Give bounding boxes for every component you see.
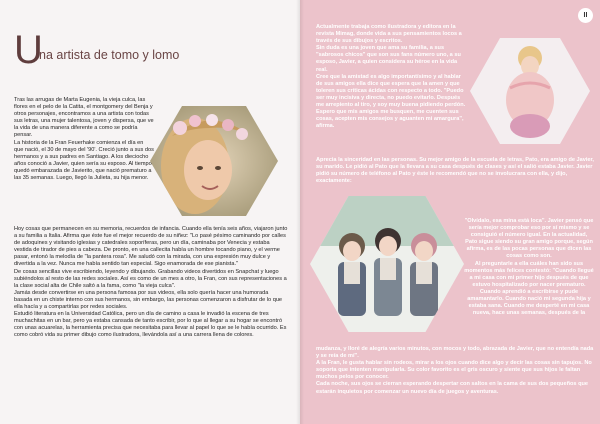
page-gutter (296, 0, 304, 424)
paragraph: Sin duda es una joven que ama su familia, a sus "sabrosos chicos" que son sus fans número uno, a su esposo, Javier, a quien considera su héroe en la vida real. (316, 45, 461, 73)
paragraph: "Olvídalo, esa mina está loca". Javier pensó que sería mejor comprobar eso por sí mismo y se consiguió el número igual. En la actualidad, Pato sigue siendo su gran amigo porque, según afirma, es de las pocas personas que dicen las cosas como son. (464, 218, 594, 260)
paragraph: De cosas sencillas vive escribiendo, leyendo y dibujando. Grabando videos divertidos en Snapchat y luego subiéndolos al resto de las redes sociales. Así es como de un mes a otro, la Fran, con sus representaciones a la clase social alta de Chile saltó a la fama, como "la vieja culca". (14, 268, 287, 289)
paragraph: Cada noche, sus ojos se cierran esperando despertar con saltos en la cama de sus dos pequeños que estarán inquietos por comenzar un nuevo día de juegos y aventuras. (316, 381, 589, 395)
left-text-body (14, 226, 288, 340)
page-number-badge: II (578, 8, 593, 23)
right-text-bottom (316, 346, 594, 396)
paragraph: Al preguntarle a ella cuáles han sido sus momentos más felices contestó: "Cuando llegué a mi casa con mi primer hijo después de que estuvo hospitalizado por nacer prematuro. Cuando aprendió a escribirse y pude amamantarlo. Cuando nació mi segunda hija y estaba sana. Cuando me desperté en mi casa nueva, hace unas semanas, después de la (464, 260, 594, 317)
paragraph: A la Fran, le gusta hablar sin rodeos, mirar a los ojos cuando dice algo y decir las cosas sin tapujos. No soporta que intenten manipularla. Su color favorito es el gris oscuro y siente que sus hijos le faltan muchos pelos por conocer. (316, 360, 592, 381)
title-text: na artista de tomo y lomo (39, 48, 180, 62)
paragraph: Actualmente trabaja como ilustradora y editora en la revista Mimag, donde vida a sus pensamientos locos a través de sus dibujos y escritos. (316, 24, 462, 45)
paragraph: La historia de la Fran Feuerhake comienza el día en que nació, el 30 de mayo del '90'. Creció junto a sus dos hermanos y a sus padres en Santiago. A los dieciocho años conoció a Javier, quien sería su esposo. Al tiempo quedó embarazada de Javierito, que nació prematuro a las 35 semanas. Luego, llegó la Julieta, su hija menor. (14, 139, 154, 182)
paragraph: Jamás desde convertirse en una persona famosa por sus videos, ella solo quería hacer una humorada basada en un chiste interno con sus hermanos, sin embargo, las personas comenzaron a disfrutar de lo que ella hacía y a compartirlas por redes sociales. (14, 289, 283, 311)
paragraph: Estudió literatura en la Universidad Católica, pero un día de camino a casa le invadió la escena de tres muchachitas en un bar, pero ya estaba cansada de tanto escribir, por lo que al llegar a su hogar se encontró con unas acuarelas, la herramienta precisa que necesitaba para llevar al papel lo que se le había ocurrido. Es como cobró vida su primer dibujo como ilustradora, llevándola así a una carrera llena de colores. (14, 311, 287, 339)
left-text-intro (14, 97, 154, 182)
paragraph: Tras las arrugas de Marta Eugenia, la vieja culca, las flores en el pelo de la Catita, el montgomery del Benja y otros personajes, encontramos a una artista con todas sus letras, una mujer talentosa, joven y dispersa, que ve la vida de una manera diferente a como se podría pensar. (14, 97, 154, 139)
right-text-full (316, 157, 594, 185)
title-initial: U (14, 28, 43, 72)
paragraph: Hoy cosas que permanecen en su memoria, recuerdos de infancia. Cuando ella tenía seis años, viajaron junto a su familia a Italia. Afirma que éste fue el mejor recuerdo de su niñez: "Lo pasé pésimo caminando por calles de adoquines y visitando iglesias y catedrales soporíferas, pero un día, caminaba por Venecia y estaba vestida de tirador de pies a cabeza. De pronto, en una callecita había un hombre tocando piano, y el verme pasar, entonó la melodía de "la pantera rosa". Me saludó con la mirada, con una expresión muy dulce y divertida a la vez. Nunca me había sentido tan especial. Sigo enamorada de ese pianista." (14, 226, 288, 268)
paragraph: Cree que la amistad es algo importantísimo y al hablar de sus amigos ella dice que espera que la amen y que toleren sus críticas ácidas con respecto a todo. "Puedo ser muy incisiva y directa, no puedo evitarlo. Después me arrepiento al tiro, y soy muy buena pidiendo perdón. Espero que mis amigos me busquen, me cuenten sus cosas, acepten mis consejos y aguanten mi amargura", afirma. (316, 73, 466, 130)
article-title (14, 30, 254, 70)
right-text-mid (464, 218, 594, 317)
right-text-top (316, 24, 466, 130)
paragraph: mudanza, y lloré de alegría varios minutos, con mocos y todo, abrazada de Javier, que no entendía nada y se reía de mí". (316, 346, 594, 360)
paragraph: Aprecia la sinceridad en las personas. Su mejor amigo de la escuela de letras, Pato, era amigo de Javier, su marido. Le pidió al Pato que la llevara a su casa después de clases y así el salió estaba Javier. Javier pidió su número de teléfono al Pato y éste le recomendó que no se involucrara con ella, y dijo, exactamente: (316, 157, 594, 185)
